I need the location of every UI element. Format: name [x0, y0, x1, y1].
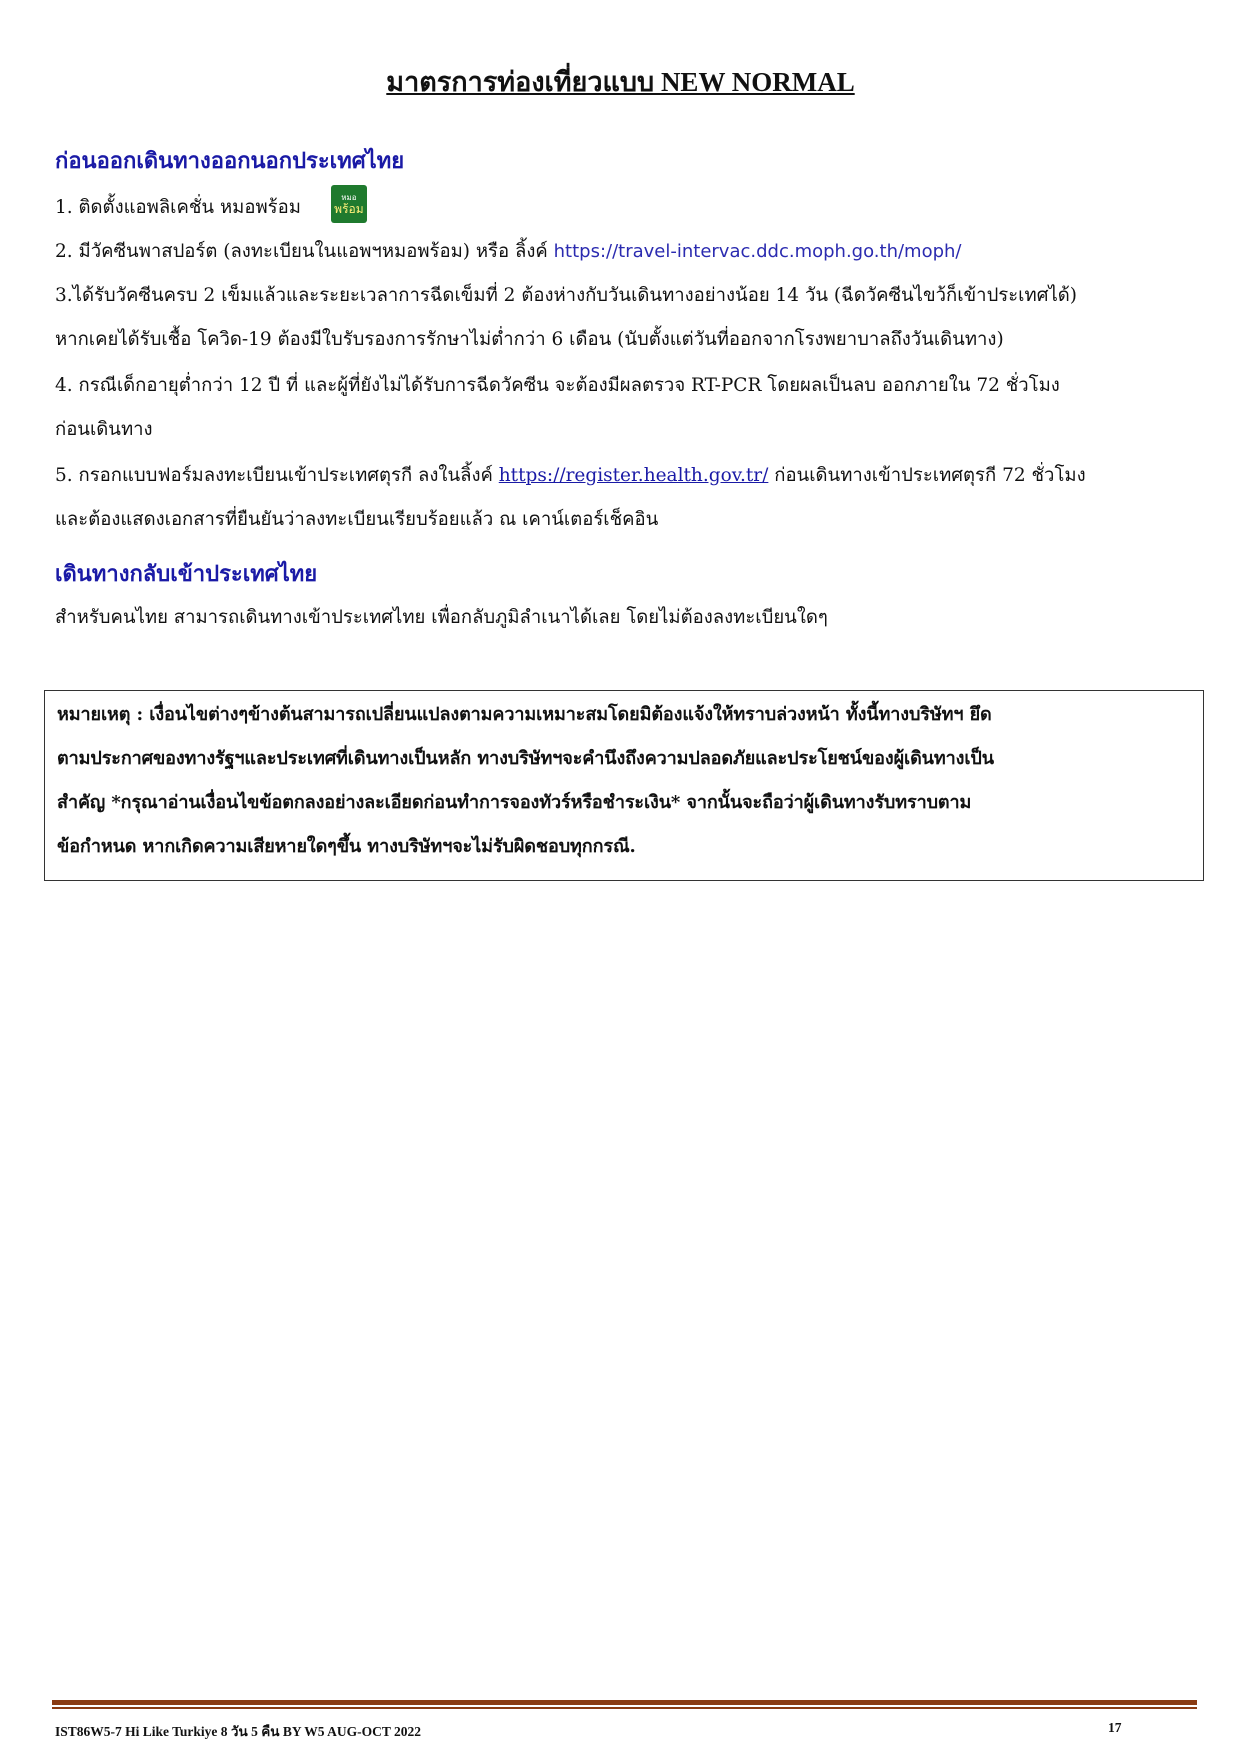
- item-5-text: 5. กรอกแบบฟอร์มลงทะเบียนเข้าประเทศตุรกี ลงในลิ้งค์: [55, 465, 493, 486]
- turkey-register-link[interactable]: https://register.health.gov.tr/: [498, 465, 769, 486]
- note-line-2: ตามประกาศของทางรัฐฯและประเทศที่เดินทางเป็นหลัก ทางบริษัทฯจะคำนึงถึงความปลอดภัยและประโยชน์ของผู้เดินทางเป็น: [57, 748, 994, 769]
- page-number: 17: [1108, 1720, 1122, 1735]
- item-1: [55, 186, 1185, 230]
- item-1-text: 1. ติดตั้งแอพลิเคชั่น หมอพร้อม: [55, 197, 301, 218]
- note-box: [44, 690, 1204, 881]
- item-2: [55, 230, 1185, 274]
- item-2-text: 2. มีวัคซีนพาสปอร์ต (ลงทะเบียนในแอพฯหมอพร้อม) หรือ ลิ้งค์: [55, 241, 548, 262]
- return-text: สำหรับคนไทย สามารถเดินทางเข้าประเทศไทย เพื่อกลับภูมิลำเนาได้เลย โดยไม่ต้องลงทะเบียนใดๆ: [55, 607, 828, 628]
- item-5-text-after: ก่อนเดินทางเข้าประเทศตุรกี 72 ชั่วโมง: [774, 465, 1086, 486]
- note-line-4: ข้อกำหนด หากเกิดความเสียหายใดๆขึ้น ทางบริษัทฯจะไม่รับผิดชอบทุกกรณี.: [57, 836, 636, 857]
- note-line-1: หมายเหตุ : เงื่อนไขต่างๆข้างต้นสามารถเปลี่ยนแปลงตามความเหมาะสมโดยมิต้องแจ้งให้ทราบล่วงหน้า ทั้งนี้ทางบริษัทฯ ยึด: [57, 704, 992, 725]
- item-4-line-2: ก่อนเดินทาง: [55, 419, 153, 440]
- page-title: มาตรการท่องเที่ยวแบบ NEW NORMAL: [386, 67, 855, 97]
- section-heading-return: เดินทางกลับเข้าประเทศไทย: [55, 561, 318, 587]
- mor-prom-app-icon: หมอ พร้อม: [331, 185, 367, 223]
- item-5-line-1: [55, 454, 1185, 498]
- item-4-line-1: 4. กรณีเด็กอายุต่ำกว่า 12 ปี ที่ และผู้ที่ยังไม่ได้รับการฉีดวัคซีน จะต้องมีผลตรวจ RT-PCR โดยผลเป็นลบ ออกภายใน 72 ชั่วโมง: [55, 375, 1060, 396]
- footer-rule-thin: [52, 1707, 1197, 1709]
- section-heading-before-departure: ก่อนออกเดินทางออกนอกประเทศไทย: [55, 148, 405, 174]
- footer-rule: [52, 1700, 1197, 1705]
- footer-tour-code: IST86W5-7 Hi Like Turkiye 8 วัน 5 คืน BY W5 AUG-OCT 2022: [55, 1724, 422, 1739]
- vaccine-passport-link[interactable]: https://travel-intervac.ddc.moph.go.th/moph/: [553, 241, 962, 262]
- item-3-line-2: หากเคยได้รับเชื้อ โควิด-19 ต้องมีใบรับรองการรักษาไม่ต่ำกว่า 6 เดือน (นับตั้งแต่วันที่ออกจากโรงพยาบาลถึงวันเดินทาง): [55, 329, 1004, 350]
- item-3-line-1: 3.ได้รับวัคซีนครบ 2 เข็มแล้วและระยะเวลาการฉีดเข็มที่ 2 ต้องห่างกับวันเดินทางอย่างน้อย 14 วัน (ฉีดวัคซีนไขว้ก็เข้าประเทศได้): [55, 285, 1077, 306]
- note-line-3: สำคัญ *กรุณาอ่านเงื่อนไขข้อตกลงอย่างละเอียดก่อนทำการจองทัวร์หรือชำระเงิน* จากนั้นจะถือว่าผู้เดินทางรับทราบตาม: [57, 792, 972, 813]
- item-5-line-2: และต้องแสดงเอกสารที่ยืนยันว่าลงทะเบียนเรียบร้อยแล้ว ณ เคาน์เตอร์เช็คอิน: [55, 509, 659, 530]
